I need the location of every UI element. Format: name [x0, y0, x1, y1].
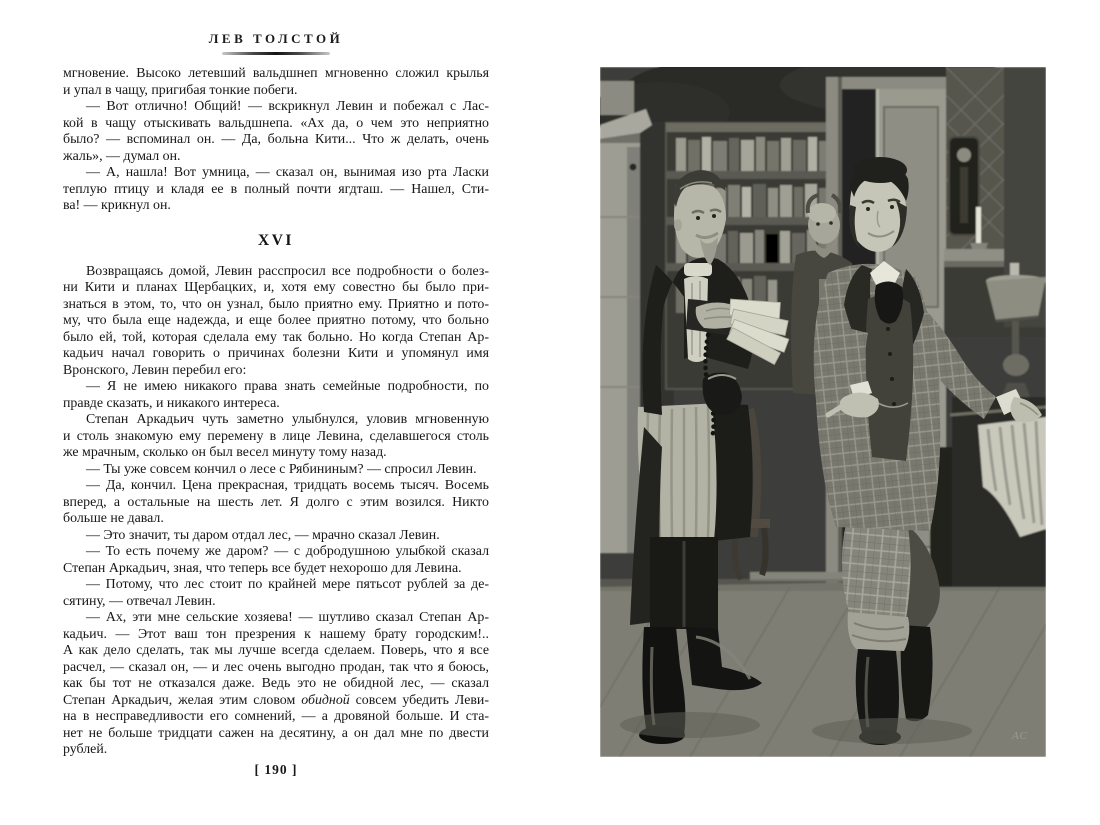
text-line: — Потому, что лес стоит по крайней мере пятьсот рублей за де-	[86, 577, 489, 592]
header-rule	[222, 52, 330, 55]
text-line: — То есть почему же даром? — с добродушною улыбкой сказал	[86, 544, 489, 559]
text-line: нет не больше тридцати сажен на десятину, а он дал мне по двести	[63, 725, 489, 741]
artist-signature: АС	[1012, 730, 1028, 742]
text-flow	[63, 66, 489, 759]
text-line: на в несправедливости его сомнений, — а дровяной больше. И ста-	[63, 709, 489, 724]
illustration-canvas	[600, 67, 1046, 757]
text-line: Степан Аркадьич, желая этим словом обидной совсем убедить Леви-	[63, 692, 489, 708]
text-line: теплую птицу и кладя ее в полный почти ягдташ. — Нашел, Сти-	[63, 181, 489, 197]
text-line: рублей.	[63, 742, 108, 757]
text-line: — Ты уже совсем кончил о лесе с Рябининым? — спросил Левин.	[86, 461, 477, 477]
text-line: ни Кити и планах Щербацких, и, хотя ему совестно бы было при-	[63, 280, 489, 295]
text-line: — Ах, эти мне сельские хозяева! — шутливо сказал Степан Ар-	[86, 610, 489, 625]
text-line: мгновение. Высоко летевший вальдшнеп мгновенно сложил крылья	[63, 66, 489, 81]
text-line: же мрачным, сколько он был весел минуту тому назад.	[63, 445, 387, 460]
text-line: — Я не имею никакого права знать семейные подробности, по	[86, 379, 489, 394]
page-number: [ 190 ]	[254, 762, 298, 777]
wall-clock	[949, 137, 979, 235]
running-header	[63, 31, 489, 55]
text-line: расчел, — сказал он, — и лес очень выгодно продан, так что я боюсь,	[63, 659, 489, 675]
text-line: Возвращаясь домой, Левин расспросил все подробности о болез-	[86, 263, 489, 279]
text-line: было ей, той, которая сделала ему так больно. Но когда Степан Ар-	[63, 329, 489, 345]
text-line: ва! — крикнул он.	[63, 198, 171, 213]
text-line: А как дело сделать, так мы лучше всегда сделаем. Поверь, что я все	[63, 643, 489, 658]
text-line: Степан Аркадьич чуть заметно улыбнулся, уловив мгновенную	[86, 412, 489, 427]
text-line: было? — вспоминал он. — Да, больна Кити... Что ж делать, очень	[63, 132, 489, 147]
text-line: как бы тот не отказался даже. Ведь это не обидной лес, — сказал	[63, 676, 489, 691]
text-line: кадьич. — Этот ваш тон презрения к нашему брату городским!..	[63, 626, 489, 642]
book-illustration	[600, 67, 1046, 757]
checked-trousers	[842, 523, 911, 619]
text-line: Вронского, Левин перебил его:	[63, 362, 247, 378]
text-line: му, что была еще надежда, и еще более приятно потому, что больно	[63, 313, 489, 328]
text-line: — А, нашла! Вот умница, — сказал он, вынимая изо рта Ласки	[86, 165, 489, 180]
text-line: — Вот отлично! Общий! — вскрикнул Левин и побежал с Лас-	[86, 99, 489, 114]
text-line: знаться в этом, то, что он узнал, было приятно ему. Приятно и пото-	[63, 296, 489, 312]
text-line: больше не давал.	[63, 511, 164, 526]
text-line: правде сказать, и никакого интереса.	[63, 395, 280, 411]
text-line: — Да, кончил. Цена прекрасная, тридцать восемь тысяч. Восемь	[86, 478, 489, 493]
text-line: и столь знакомую ему перемену в лице Левина, сделавшегося столь	[63, 428, 489, 444]
text-line: и упал в чащу, пригибая тонкие побеги.	[63, 82, 298, 98]
text-line: кой в чащу отыскивать вальдшнепа. «Ах да, о чем это неприятно	[63, 115, 489, 131]
text-line: Степан Аркадьич, зная, что теперь все будет нехорошо для Левина.	[63, 560, 462, 576]
running-title: ЛЕВ ТОЛСТОЙ	[208, 31, 344, 46]
text-line: жаль», — думал он.	[63, 148, 181, 164]
text-line: вперед, а остальные на шесть лет. Я долго с этим возился. Никто	[63, 494, 489, 510]
text-line: — Это значит, ты даром отдал лес, — мрачно сказал Левин.	[86, 527, 440, 543]
text-line: сятину, — отвечал Левин.	[63, 593, 216, 609]
text-line: кадьич начал говорить о причинах болезни Кити и упомянул имя	[63, 346, 489, 361]
chapter-heading: XVI	[258, 231, 294, 249]
books-row-1	[676, 137, 827, 171]
